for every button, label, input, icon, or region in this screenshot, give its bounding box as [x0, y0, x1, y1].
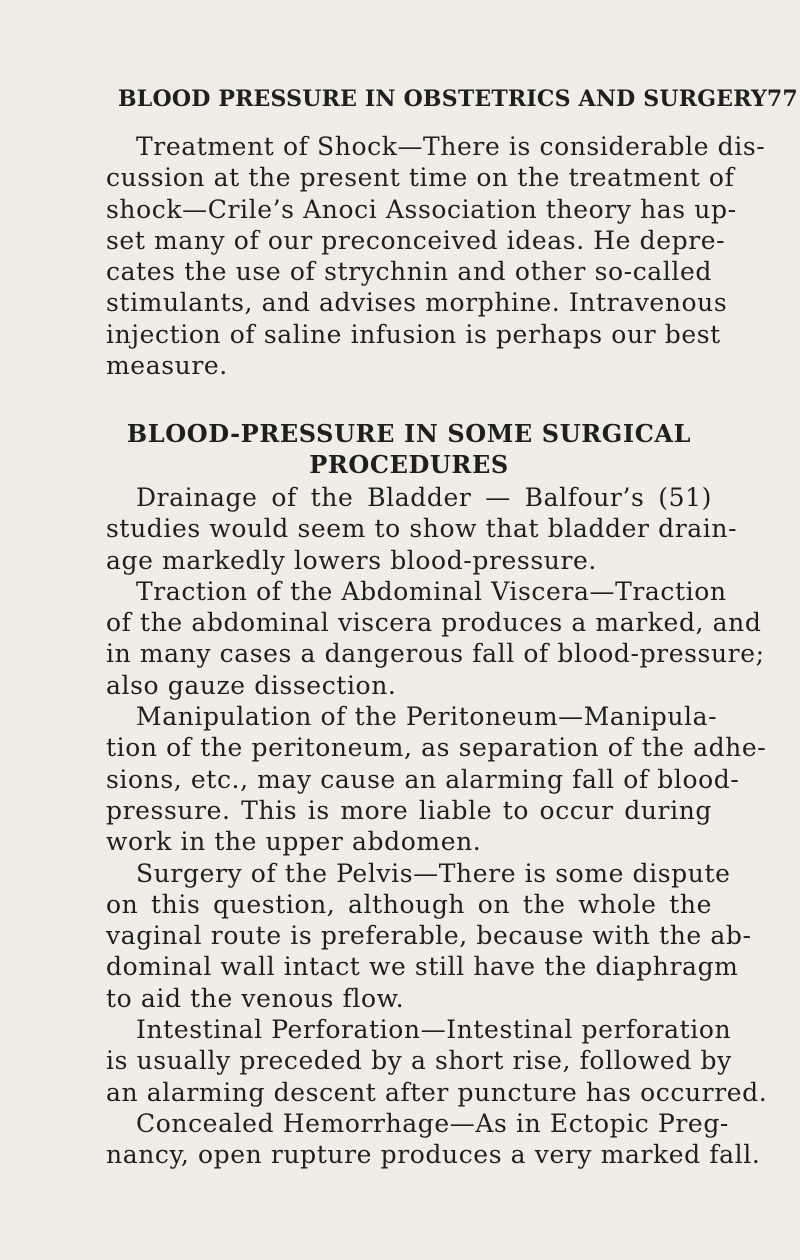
text-line: work in the upper abdomen. [106, 827, 482, 857]
text-line: to aid the venous flow. [106, 983, 405, 1013]
paragraph-traction-of-viscera [106, 576, 765, 701]
section-body [106, 482, 768, 1171]
text-line: of the abdominal viscera produces a marked, and [106, 608, 762, 638]
text-line: Concealed Hemorrhage—As in Ectopic Preg- [136, 1108, 729, 1138]
text-line: injection of saline infusion is perhaps our best [106, 319, 721, 349]
text-line: Intestinal Perforation—Intestinal perforation [136, 1015, 732, 1045]
text-line: tion of the peritoneum, as separation of the adhe- [106, 733, 767, 763]
text-line: also gauze dissection. [106, 670, 397, 700]
paragraph-treatment-of-shock [106, 131, 766, 381]
text-line: measure. [106, 351, 228, 381]
paragraph-surgery-of-pelvis [106, 858, 752, 1014]
text-line: Drainage of the Bladder — Balfour’s (51) [136, 483, 712, 512]
text-line: vaginal route is preferable, because with the ab- [106, 921, 752, 951]
text-line: studies would seem to show that bladder drain- [106, 514, 738, 544]
paragraph-manipulation-of-peritoneum [106, 701, 767, 857]
text-line: sions, etc., may cause an alarming fall of blood- [106, 764, 740, 794]
text-line: cussion at the present time on the treatment of [106, 163, 735, 193]
text-line: is usually preceded by a short rise, followed by [106, 1046, 732, 1076]
text-line: shock—Crile’s Anoci Association theory has up- [106, 194, 737, 224]
text-line: stimulants, and advises morphine. Intravenous [106, 288, 728, 318]
paragraph-drainage-of-bladder [106, 482, 738, 576]
running-head-title: BLOOD PRESSURE IN OBSTETRICS AND SURGERY [118, 86, 767, 112]
text-line: dominal wall intact we still have the diaphragm [106, 952, 739, 982]
text-line: pressure. This is more liable to occur during [106, 795, 712, 825]
text-line: on this question, although on the whole the [106, 889, 712, 919]
page-number: 77 [766, 86, 798, 112]
section-heading [106, 418, 712, 480]
paragraph-concealed-hemorrhage [106, 1108, 761, 1171]
text-line: an alarming descent after puncture has occurred. [106, 1077, 768, 1107]
text-line: Surgery of the Pelvis—There is some dispute [136, 858, 731, 888]
text-line: cates the use of strychnin and other so-called [106, 257, 712, 287]
text-line: Manipulation of the Peritoneum—Manipula- [136, 702, 718, 732]
text-line: nancy, open rupture produces a very marked fall. [106, 1140, 761, 1170]
paragraph-intestinal-perforation [106, 1014, 768, 1108]
text-line: Treatment of Shock—There is considerable dis- [136, 132, 766, 161]
section-heading-line: BLOOD-PRESSURE IN SOME SURGICAL [126, 419, 692, 448]
section-heading-line: PROCEDURES [309, 450, 509, 479]
text-line: in many cases a dangerous fall of blood-pressure; [106, 639, 765, 669]
text-line: set many of our preconceived ideas. He depre- [106, 225, 726, 255]
running-head [118, 86, 798, 112]
text-line: age markedly lowers blood-pressure. [106, 545, 597, 575]
text-line: Traction of the Abdominal Viscera—Traction [136, 576, 727, 606]
